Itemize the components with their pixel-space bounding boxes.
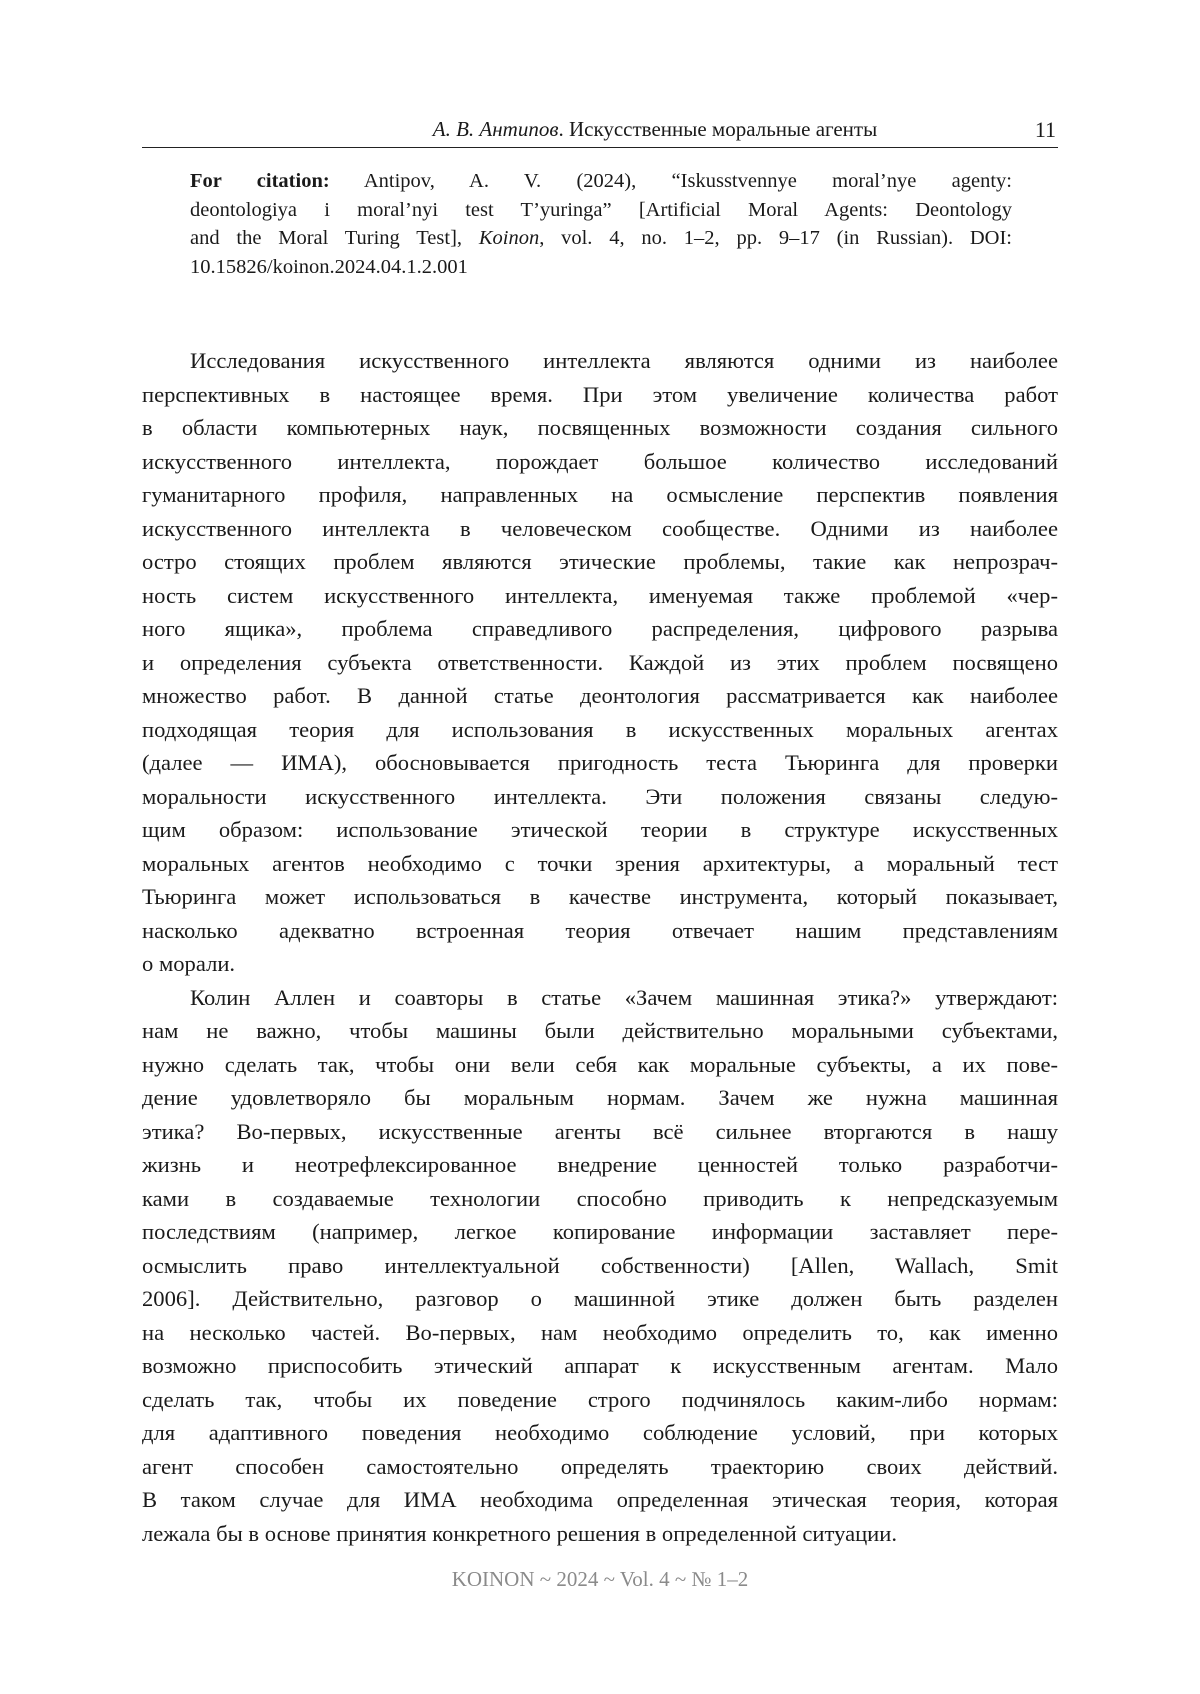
body-text-line: агент способен самостоятельно определять траекторию своих действий. <box>142 1450 1058 1484</box>
running-header-title <box>142 117 1058 142</box>
citation-doi: 10.15826/koinon.2024.04.1.2.001 <box>190 253 1012 282</box>
citation-text: Antipov, A. V. (2024), “Iskusstvennye moral’nye agenty: <box>330 170 1012 192</box>
body-text-line: В таком случае для ИМА необходима определенная этическая теория, которая <box>142 1483 1058 1517</box>
body-text-line: о морали. <box>142 947 1058 981</box>
journal-page <box>0 0 1200 1694</box>
body-text-line: моральных агентов необходимо с точки зрения архитектуры, а моральный тест <box>142 847 1058 881</box>
citation-block <box>190 167 1012 281</box>
body-text-line: для адаптивного поведения необходимо соблюдение условий, при которых <box>142 1416 1058 1450</box>
body-text-line: последствиям (например, легкое копирование информации заставляет пере- <box>142 1215 1058 1249</box>
article-body <box>142 344 1058 1550</box>
body-text-line: ного ящика», проблема справедливого распределения, цифрового разрыва <box>142 612 1058 646</box>
body-text-line: Тьюринга может использоваться в качестве инструмента, который показывает, <box>142 880 1058 914</box>
body-text-line: ками в создаваемые технологии способно приводить к непредсказуемым <box>142 1182 1058 1216</box>
page-footer: KOINON ~ 2024 ~ Vol. 4 ~ № 1–2 <box>0 1567 1200 1592</box>
citation-line: deontologiya i moral’nyi test T’yuringa” [Artificial Moral Agents: Deontology <box>190 196 1012 225</box>
body-text-line: осмыслить право интеллектуальной собственности) [Allen, Wallach, Smit <box>142 1249 1058 1283</box>
body-text-line: и определения субъекта ответственности. Каждой из этих проблем посвящено <box>142 646 1058 680</box>
citation-line <box>190 224 1012 253</box>
body-text-line: на несколько частей. Во-первых, нам необходимо определить то, как именно <box>142 1316 1058 1350</box>
body-text-line: гуманитарного профиля, направленных на осмысление перспектив появления <box>142 478 1058 512</box>
body-text-line: нужно сделать так, чтобы они вели себя как моральные субъекты, а их пове- <box>142 1048 1058 1082</box>
body-text-line: сделать так, чтобы их поведение строго подчинялось каким-либо нормам: <box>142 1383 1058 1417</box>
citation-journal-name: Koinon <box>479 227 539 249</box>
body-text-line: насколько адекватно встроенная теория отвечает нашим представлениям <box>142 914 1058 948</box>
citation-label: For citation: <box>190 170 330 192</box>
page-number: 11 <box>1035 117 1056 143</box>
body-text-line: нам не важно, чтобы машины были действительно моральными субъектами, <box>142 1014 1058 1048</box>
body-text-line: ность систем искусственного интеллекта, именуемая также проблемой «чер- <box>142 579 1058 613</box>
body-text-line: Исследования искусственного интеллекта являются одними из наиболее <box>142 344 1058 378</box>
body-paragraph-1 <box>142 344 1058 981</box>
body-text-line: множество работ. В данной статье деонтология рассматривается как наиболее <box>142 679 1058 713</box>
body-text-line: искусственного интеллекта, порождает большое количество исследований <box>142 445 1058 479</box>
body-text-line: Колин Аллен и соавторы в статье «Зачем машинная этика?» утверждают: <box>142 981 1058 1015</box>
body-text-line: возможно приспособить этический аппарат к искусственным агентам. Мало <box>142 1349 1058 1383</box>
body-text-line: дение удовлетворяло бы моральным нормам. Зачем же нужна машинная <box>142 1081 1058 1115</box>
body-text-line: остро стоящих проблем являются этические проблемы, такие как непрозрач- <box>142 545 1058 579</box>
body-text-line: моральности искусственного интеллекта. Эти положения связаны следую- <box>142 780 1058 814</box>
body-text-line: перспективных в настоящее время. При этом увеличение количества работ <box>142 378 1058 412</box>
body-text-line: щим образом: использование этической теории в структуре искусственных <box>142 813 1058 847</box>
body-text-line: этика? Во-первых, искусственные агенты всё сильнее вторгаются в нашу <box>142 1115 1058 1149</box>
body-text-line: подходящая теория для использования в искусственных моральных агентах <box>142 713 1058 747</box>
body-text-line: лежала бы в основе принятия конкретного решения в определенной ситуации. <box>142 1517 1058 1551</box>
body-text-line: жизнь и неотрефлексированное внедрение ценностей только разработчи- <box>142 1148 1058 1182</box>
citation-line <box>190 167 1012 196</box>
body-paragraph-2 <box>142 981 1058 1551</box>
body-text-line: 2006]. Действительно, разговор о машинной этике должен быть разделен <box>142 1282 1058 1316</box>
citation-text: , vol. 4, no. 1–2, pp. 9–17 (in Russian). DOI: <box>539 227 1012 249</box>
body-text-line: (далее — ИМА), обосновывается пригодность теста Тьюринга для проверки <box>142 746 1058 780</box>
header-author: А. В. Антипов <box>433 117 559 141</box>
header-article-title: . Искусственные моральные агенты <box>558 117 877 141</box>
body-text-line: искусственного интеллекта в человеческом сообществе. Одними из наиболее <box>142 512 1058 546</box>
running-header <box>142 115 1058 148</box>
body-text-line: в области компьютерных наук, посвященных возможности создания сильного <box>142 411 1058 445</box>
citation-text: and the Moral Turing Test], <box>190 227 479 249</box>
